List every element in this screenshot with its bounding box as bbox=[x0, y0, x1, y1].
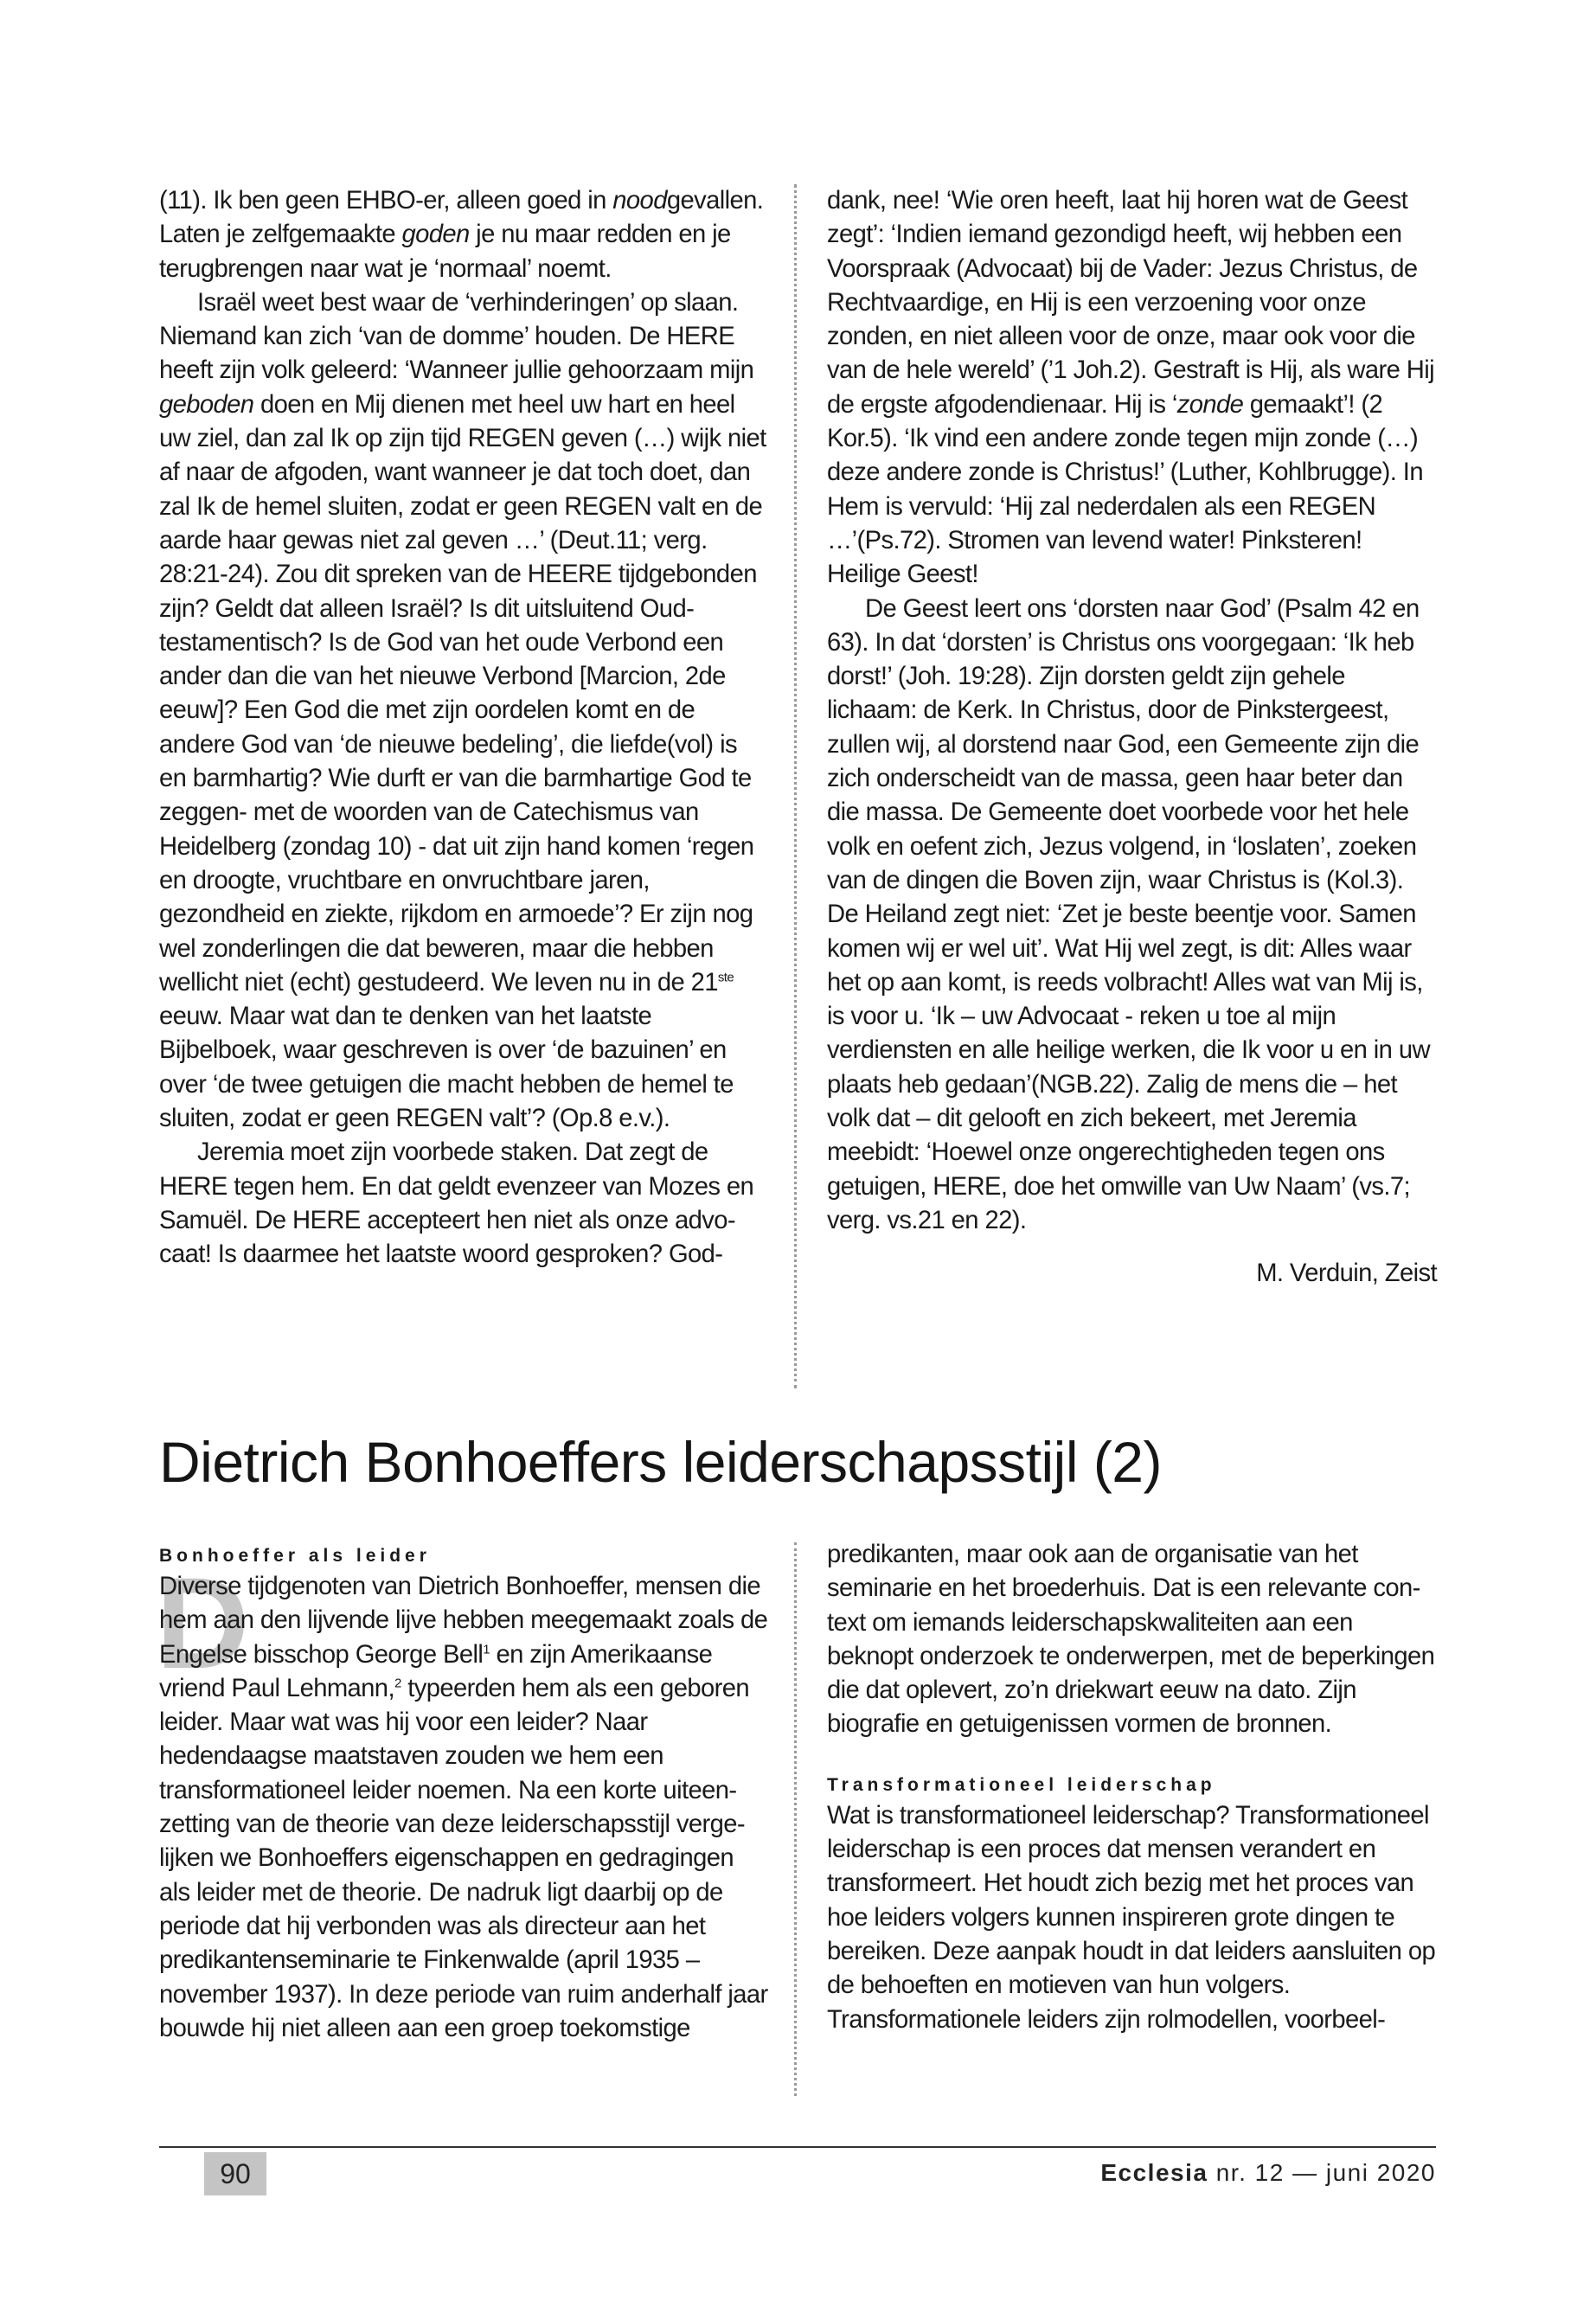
footnote-ref: 1 bbox=[483, 1641, 490, 1657]
issue-info: nr. 12 — juni 2020 bbox=[1208, 2159, 1436, 2186]
footer-rule bbox=[159, 2146, 1436, 2148]
article1-column-right bbox=[827, 184, 1437, 1292]
paragraph: De Geest leert ons ‘dorsten naar God’ (Psalm 42 en 63). In dat ‘dorsten’ is Christus ons voorgegaan: ‘Ik heb dorst!’ (Joh. 19:28). Zijn dorsten geldt zijn gehele lichaam: de Kerk. In Christus, door de Pinkstergeest, zullen wij, al dorstend naar God, een Gemeente zijn die zich onderscheidt van de massa, geen haar beter dan die massa. De Gemeente doet voorbede voor het hele volk en oefent zich, Jezus volgend, in ‘loslaten’, zoeken van de dingen die Boven zijn, waar Christus is (Kol.3). De Heiland zegt niet: ‘Zet je beste beentje voor. Samen komen wij er wel uit’. Wat Hij wel zegt, is dit: Alles waar het op aan komt, is reeds volbracht! Alles wat van Mij is, is voor u. ‘Ik – uw Advocaat - reken u toe al mijn verdiensten en alle heilige werken, die Ik voor u en in uw plaats heb gedaan’(NGB.22). Zalig de mens die – het volk dat – dit gelooft en zich bekeert, met Jeremia meebidt: ‘Hoewel onze ongerechtigheden tegen ons getuigen, HERE, doe het omwille van Uw Naam’ (vs.7; verg. vs.21 en 22). bbox=[827, 594, 1430, 1234]
article2-column-right bbox=[827, 1538, 1437, 2037]
footnote-ref: 2 bbox=[394, 1676, 401, 1691]
page-number: 90 bbox=[204, 2152, 266, 2195]
drop-cap: D bbox=[156, 1550, 250, 1695]
paragraph: Wat is transformationeel leiderschap? Transformationeel leiderschap is een proces dat mensen verandert en transformeert. Het houdt zich bezig met het proces van hoe leiders volgers kunnen inspireren grote dingen te bereiken. Deze aanpak houdt in dat leiders aansluiten op de behoeften en motieven van hun volgers. Transformationele leiders zijn rolmodellen, voorbeel- bbox=[827, 1801, 1436, 2034]
column-divider bbox=[794, 184, 797, 1388]
subheading: Transformationeel leiderschap bbox=[827, 1774, 1216, 1795]
paragraph: Israël weet best waar de ‘verhinderingen’ op slaan. Niemand kan zich ‘van de domme’ houden. De HERE heeft zijn volk geleerd: ‘Wanneer jullie gehoorzaam mijn geboden doen en Mij dienen met heel uw hart en heel uw ziel, dan zal Ik op zijn tijd REGEN geven (…) wijk niet af naar de afgoden, want wanneer je dat toch doet, dan zal Ik de hemel sluiten, zodat er geen REGEN valt en de aarde haar gewas niet zal geven …’ (Deut.11; verg. 28:21-24). Zou dit spreken van de HEERE tijdgebonden zijn? Geldt dat alleen Israël? Is dit uitsluitend Oud-testamentisch? Is de God van het oude Verbond een ander dan die van het nieuwe Verbond [Marcion, 2de eeuw]? Een God die met zijn oordelen komt en de andere God van ‘de nieuwe bedeling’, die liefde(vol) is en barmhartig? Wie durft er van die barmhartige God te zeggen- met de woorden van de Catechismus van Heidelberg (zondag 10) - dat uit zijn hand komen ‘regen en droogte, vruchtbare en onvruchtbare jaren, gezondheid en ziekte, rijkdom en armoede’? Er zijn nog wel zonderlingen die dat beweren, maar die hebben wellicht niet (echt) gestudeerd. We leven nu in de 21ste eeuw. Maar wat dan te denken van het laatste Bijbelboek, waar geschreven is over ‘de bazuinen’ en over ‘de twee getuigen die macht hebben de hemel te sluiten, zodat er geen REGEN valt’? (Op.8 e.v.). bbox=[159, 288, 766, 1133]
journal-name: Ecclesia bbox=[1100, 2159, 1208, 2186]
author-signature: M. Verduin, Zeist bbox=[1256, 1259, 1437, 1288]
journal-info bbox=[1100, 2156, 1436, 2190]
article1-column-left bbox=[159, 184, 769, 1272]
article-title: Dietrich Bonhoeffers leiderschapsstijl (2) bbox=[159, 1430, 1162, 1494]
paragraph: predikanten, maar ook aan de organisatie van het seminarie en het broederhuis. Dat is een relevante context om iemands leiderschapskwaliteiten aan een beknopt onderzoek te onderwerpen, met de beperkingen die dat oplevert, zo’n driekwart eeuw na dato. Zijn biografie en getuigenissen vormen de bronnen. bbox=[827, 1541, 1435, 1739]
column-divider bbox=[794, 1542, 797, 2096]
paragraph: dank, nee! ‘Wie oren heeft, laat hij horen wat de Geest zegt’: ‘Indien iemand gezondigd heeft, wij hebben een Voorspraak (Advocaat) bij de Vader: Jezus Christus, de Rechtvaardige, en Hij is een verzoening voor onze zonden, en niet alleen voor de onze, maar ook voor die van de hele wereld’ (’1 Joh.2). Gestraft is Hij, als ware Hij de ergste afgodendienaar. Hij is ‘zonde gemaakt’! (2 Kor.5). ‘Ik vind een andere zonde tegen mijn zonde (…) deze andere zonde is Christus!’ (Luther, Kohlbrugge). In Hem is vervuld: ‘Hij zal nederdalen als een REGEN …’(Ps.72). Stromen van levend water! Pinksteren! Heilige Geest! bbox=[827, 187, 1435, 589]
subheading: Bonhoeffer als leider bbox=[159, 1546, 431, 1566]
paragraph: Diverse tijdgenoten van Dietrich Bonhoeffer, mensen die hem aan den lijvende lijve hebben meegemaakt zoals de Engelse bisschop George Bell$^1$ en zijn Amerikaanse vriend Paul Lehmann,$^2$ typeerden hem als een geboren leider. Maar wat was hij voor een leider? Naar hedendaagse maatstaven zouden we hem een transformationeel leider noemen. Na een korte uiteenzetting van de theorie van deze leiderschapsstijl vergelijken we Bonhoeffers eigenschappen en gedragingen als leider met de theorie. De nadruk ligt daarbij op de periode dat hij verbonden was als directeur aan het predikantenseminarie te Finkenwalde (april 1935 – november 1937). In deze periode van ruim anderhalf jaar bouwde hij niet alleen aan een groep toekomstige bbox=[159, 1573, 768, 2042]
paragraph: Jeremia moet zijn voorbede staken. Dat zegt de HERE tegen hem. En dat geldt evenzeer van Mozes en Samuël. De HERE accepteert hen niet als onze advocaat! Is daarmee het laatste woord gesproken? God- bbox=[159, 1138, 754, 1269]
article2-column-left bbox=[156, 1542, 769, 2046]
paragraph: (11). Ik ben geen EHBO-er, alleen goed in noodgevallen. Laten je zelfgemaakte goden je nu maar redden en je terugbrengen naar wat je ‘normaal’ noemt. bbox=[159, 187, 764, 283]
